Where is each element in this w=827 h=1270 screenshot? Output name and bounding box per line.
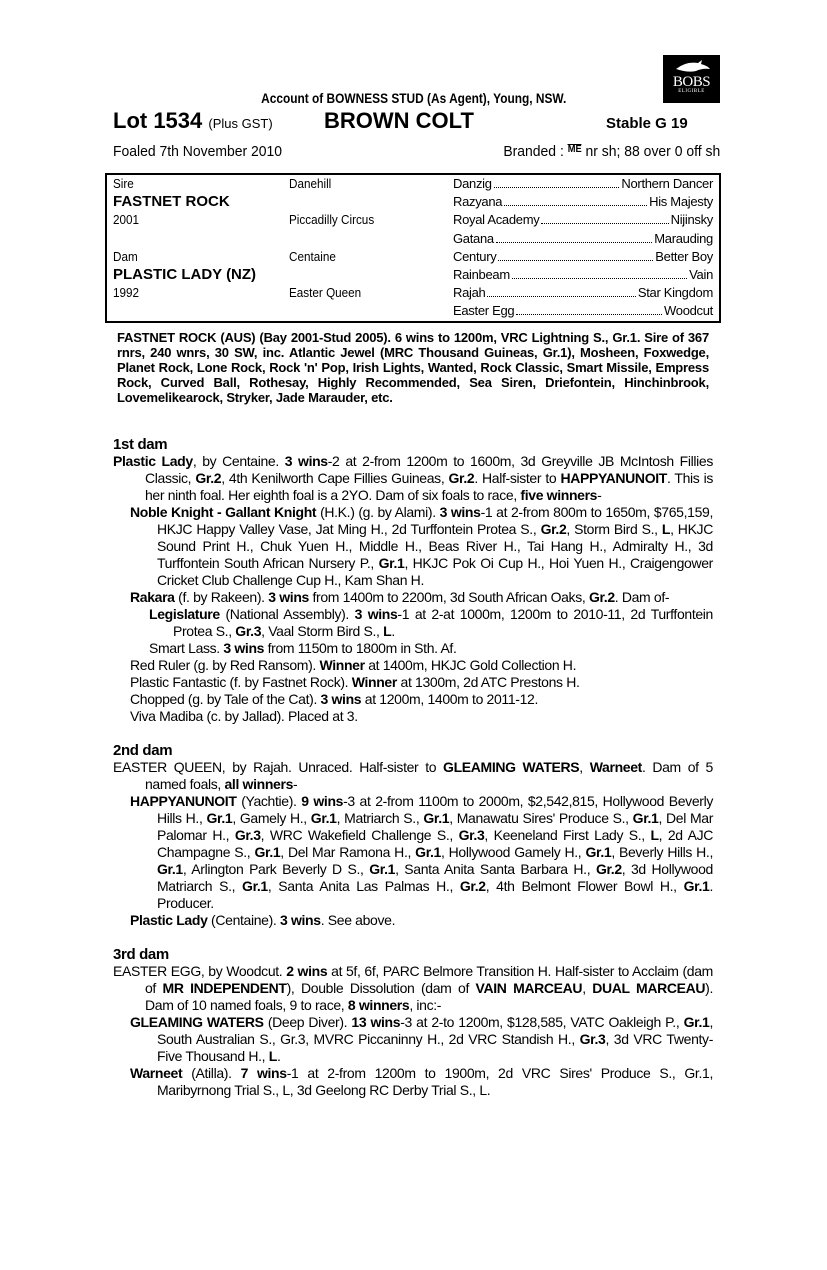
text: ), Double Dissolution (dam of [286, 980, 476, 996]
bold-text: HAPPYANUNOIT [130, 793, 237, 809]
bold-text: Gr.1 [242, 878, 268, 894]
bold-text: 3 wins [439, 504, 481, 520]
text: , Hollywood Gamely H., [441, 844, 586, 860]
text: , Manawatu Sires' Produce S., [449, 810, 633, 826]
bold-text: Gr.1 [369, 861, 396, 877]
text: . [391, 623, 395, 639]
text: , 3d VRC Twenty-Five Thousand H., [157, 1031, 714, 1064]
text: -3 at 2-from 1100m to 2000m, $2,542,815, Hollywood Beverly Hills H., [157, 793, 713, 826]
bold-text: Gr.1 [683, 1014, 710, 1030]
ancestor-row [453, 175, 713, 193]
text: . Producer. [157, 878, 713, 911]
text: at 1200m, 1400m to 2011-12. [361, 691, 538, 707]
ancestor-row [453, 266, 713, 284]
lot-label: Lot 1534 [113, 108, 203, 133]
bold-text: Rakara [130, 589, 175, 605]
bold-text: HAPPYANUNOIT [560, 470, 667, 486]
text: from 1150m to 1800m in Sth. Af. [264, 640, 457, 656]
ancestor-row [453, 193, 713, 211]
ancestor-name: Century [453, 248, 497, 264]
bold-text: Gr.1 [632, 810, 659, 826]
text: , 2d AJC Champagne S., [157, 827, 713, 860]
progeny-entry [113, 793, 713, 912]
bold-text: Warneet [130, 1065, 183, 1081]
text: . This is her ninth foal. Her eighth foal is a 2YO. Dam of six foals to race, [145, 470, 714, 503]
text: , [582, 980, 593, 996]
bold-text: five winners [520, 487, 598, 503]
progeny-entry [113, 963, 713, 1014]
progeny-entry [113, 504, 713, 589]
bold-text: DUAL MARCEAU [592, 980, 706, 996]
ancestor-name: Danzig [453, 176, 492, 191]
bold-text: L [268, 1048, 277, 1064]
progeny-entry [113, 691, 713, 708]
text: , 4th Kenilworth Cape Fillies Guineas, [221, 470, 449, 486]
progeny-entry [113, 606, 713, 640]
bold-text: 3 wins [284, 453, 328, 469]
text: (H.K.) (g. by Alami). [316, 504, 440, 520]
bold-text: Noble Knight - Gallant Knight [130, 504, 317, 520]
sire-sire: Danehill [289, 176, 332, 191]
text: -1 at 2-from 1200m to 1900m, 2d VRC Sires' Produce S., Gr.1, Maribyrnong Trial S., L, 3d Geelong RC Derby Trial S., L. [157, 1065, 713, 1098]
pedigree-table [105, 173, 721, 323]
text: (National Assembly). [219, 606, 355, 622]
horse-head-icon [672, 59, 712, 75]
bold-text: 3 wins [268, 589, 309, 605]
text: , Gamely H., [232, 810, 311, 826]
ancestor-sire: Nijinsky [670, 212, 713, 228]
bold-text: Gr.3 [235, 623, 262, 639]
text: (Deep Diver). [263, 1014, 352, 1030]
bold-text: all winners [224, 776, 294, 792]
dam-year: 1992 [113, 285, 140, 300]
ancestor-name: Rajah [453, 285, 486, 301]
text: . Dam of- [614, 589, 670, 605]
bold-text: Gr.1 [683, 878, 710, 894]
bold-text: Gr.2 [459, 878, 486, 894]
bold-text: MR INDEPENDENT [162, 980, 287, 996]
bold-text: Gr.3 [579, 1031, 606, 1047]
text: Smart Lass. [149, 640, 224, 656]
bold-text: Gr.2 [448, 470, 475, 486]
text: , Del Mar Palomar H., [157, 810, 714, 843]
text: -1 at 2-at 1000m, 1200m to 2010-11, 2d Turffontein Protea S., [173, 606, 713, 639]
sire-year: 2001 [113, 212, 140, 227]
text: - [293, 776, 298, 792]
ancestor-name: Easter Egg [453, 303, 515, 319]
ancestor-row [453, 284, 713, 302]
bold-text: L [661, 521, 671, 537]
text: , Storm Bird S., [566, 521, 662, 537]
dotted-leader [516, 302, 662, 315]
bold-text: Gr.2 [195, 470, 222, 486]
bold-text: Warneet [589, 759, 642, 775]
dam-label: Dam [113, 249, 138, 264]
bold-text: 13 wins [351, 1014, 401, 1030]
dam-section [113, 742, 713, 929]
bold-text: Winner [351, 674, 397, 690]
progeny-entry [113, 674, 713, 691]
bold-text: L [383, 623, 392, 639]
section-heading: 1st dam [113, 436, 168, 453]
text: Viva Madiba (c. by Jallad). Placed at 3. [130, 708, 358, 724]
bold-text: Winner [319, 657, 365, 673]
text: (Atilla). [182, 1065, 241, 1081]
ancestor-name: Rainbeam [453, 267, 510, 282]
ancestor-sire: Woodcut [664, 303, 713, 319]
bold-text: Gr.1 [157, 861, 183, 877]
text: , South Australian S., Gr.3, MVRC Piccaninny H., 2d VRC Standish H., [157, 1014, 713, 1047]
text: , Del Mar Ramona H., [280, 844, 416, 860]
bold-text: Gr.1 [415, 844, 441, 860]
text: , Keeneland First Lady S., [484, 827, 651, 843]
ancestor-sire: Star Kingdom [637, 285, 713, 301]
text: , Santa Anita Las Palmas H., [267, 878, 460, 894]
ancestor-name: Gatana [453, 230, 494, 246]
text: , [579, 759, 590, 775]
bold-text: Gr.2 [588, 589, 615, 605]
ancestor-row [453, 211, 713, 229]
family-details [113, 436, 713, 1099]
foaled-date: Foaled 7th November 2010 [113, 143, 283, 160]
text: , Matriarch S., [336, 810, 424, 826]
text: - [597, 487, 602, 503]
bold-text: Plastic Lady [130, 912, 208, 928]
logo-subtext: ELIGIBLE [678, 89, 705, 94]
ancestor-sire: Vain [689, 267, 713, 282]
text: at 1300m, 2d ATC Prestons H. [396, 674, 580, 690]
text: Red Ruler (g. by Red Ransom). [130, 657, 320, 673]
branded-detail: nr sh; 88 over 0 off sh [585, 143, 720, 160]
ancestor-sire: His Majesty [649, 194, 713, 210]
dam-name: PLASTIC LADY (NZ) [113, 266, 257, 283]
text: EASTER QUEEN, by Rajah. Unraced. Half-sister to [113, 759, 444, 775]
text: , 4th Belmont Flower Bowl H., [485, 878, 684, 894]
text: , WRC Wakefield Challenge S., [260, 827, 459, 843]
text: ). Dam of 10 named foals, 9 to race, [145, 980, 713, 1013]
bold-text: 2 wins [286, 963, 328, 979]
bold-text: 3 wins [223, 640, 265, 656]
text: , HKJC Pok Oi Cup H., Hoi Yuen H., Craigengower Cricket Club Challenge Cup H., Kam Shan H. [157, 555, 713, 588]
bold-text: Gr.1 [310, 810, 337, 826]
brand-mark: ME [567, 144, 582, 155]
ancestor-row [453, 230, 713, 248]
text: (f. by Rakeen). [174, 589, 269, 605]
section-heading: 2nd dam [113, 742, 173, 759]
bold-text: Gr.2 [595, 861, 622, 877]
ancestor-row [453, 248, 713, 266]
brand-info [503, 143, 720, 160]
text: (Centaine). [207, 912, 280, 928]
text: , Beverly Hills H., [611, 844, 713, 860]
bold-text: 8 winners [347, 997, 410, 1013]
progeny-entry [113, 657, 713, 674]
sire-name: FASTNET ROCK [113, 193, 230, 210]
bold-text: Gr.1 [585, 844, 612, 860]
progeny-entry [113, 759, 713, 793]
bold-text: 7 wins [240, 1065, 287, 1081]
ancestor-name: Royal Academy [453, 212, 540, 228]
progeny-entry [113, 453, 713, 504]
bold-text: Gr.1 [206, 810, 233, 826]
ancestor-sire: Marauding [654, 230, 713, 246]
progeny-entry [113, 708, 713, 725]
dotted-leader [541, 211, 668, 224]
ancestor-name: Razyana [453, 194, 503, 210]
text: at 1400m, HKJC Gold Collection H. [364, 657, 577, 673]
bold-text: Gr.1 [378, 555, 405, 571]
progeny-entry [113, 912, 713, 929]
bold-text: Legislature [149, 606, 220, 622]
dotted-leader [498, 248, 653, 261]
bold-text: 3 wins [320, 691, 362, 707]
ancestor-row [453, 302, 713, 320]
text: , by Centaine. [192, 453, 285, 469]
text: . Half-sister to [474, 470, 561, 486]
stable-location: Stable G 19 [606, 115, 688, 132]
text: from 1400m to 2200m, 3d South African Oaks, [308, 589, 589, 605]
bold-text: GLEAMING WATERS [443, 759, 580, 775]
dam-section [113, 946, 713, 1099]
sire-label: Sire [113, 176, 134, 191]
bold-text: 3 wins [280, 912, 321, 928]
progeny-entry [113, 640, 713, 657]
text: Chopped (g. by Tale of the Cat). [130, 691, 321, 707]
ancestor-sire: Northern Dancer [621, 176, 713, 191]
text: , Vaal Storm Bird S., [261, 623, 384, 639]
bold-text: Gr.3 [234, 827, 261, 843]
text: . See above. [320, 912, 396, 928]
text: . [276, 1048, 281, 1064]
text: . Dam of 5 named foals, [145, 759, 713, 792]
dam-section [113, 436, 713, 725]
bold-text: 9 wins [301, 793, 344, 809]
lot-number [113, 108, 273, 134]
text: , Arlington Park Beverly D S., [182, 861, 370, 877]
bold-text: Gr.2 [540, 521, 567, 537]
bold-text: Gr.1 [423, 810, 450, 826]
text: EASTER EGG, by Woodcut. [113, 963, 287, 979]
bold-text: Gr.3 [458, 827, 485, 843]
bold-text: VAIN MARCEAU [475, 980, 583, 996]
bold-text: Plastic Lady [113, 453, 193, 469]
bold-text: 3 wins [354, 606, 398, 622]
colour-sex: BROWN COLT [324, 108, 474, 133]
dotted-leader [494, 175, 620, 188]
progeny-entry [113, 1014, 713, 1065]
sire-dam: Piccadilly Circus [289, 212, 375, 227]
gst-note: (Plus GST) [208, 116, 273, 131]
dotted-leader [496, 230, 652, 243]
text: , Santa Anita Santa Barbara H., [395, 861, 596, 877]
ancestor-sire: Better Boy [655, 248, 713, 264]
dotted-leader [504, 193, 647, 206]
bold-text: Gr.1 [254, 844, 281, 860]
text: -3 at 2-to 1200m, $128,585, VATC Oakleigh P., [400, 1014, 684, 1030]
vendor-account: Account of BOWNESS STUD (As Agent), Young, NSW. [261, 90, 567, 106]
text: -2 at 2-from 1200m to 1600m, 3d Greyville JB McIntosh Fillies Classic, [145, 453, 713, 486]
bold-text: L [650, 827, 659, 843]
dotted-leader [512, 266, 687, 279]
progeny-entry [113, 589, 713, 606]
bold-text: GLEAMING WATERS [130, 1014, 264, 1030]
text: -1 at 2-from 800m to 1650m, $765,159, HKJC Happy Valley Vase, Jat Ming H., 2d Turffontein Protea S., [157, 504, 713, 537]
section-heading: 3rd dam [113, 946, 169, 963]
text: , inc:- [409, 997, 442, 1013]
branded-label: Branded : [503, 143, 564, 160]
dotted-leader [487, 284, 635, 297]
text: (Yachtie). [236, 793, 302, 809]
text: at 5f, 6f, PARC Belmore Transition H. Half-sister to Acclaim (dam of [145, 963, 713, 996]
logo-text: BOBS [672, 74, 711, 90]
dam-sire: Centaine [289, 249, 336, 264]
text: , HKJC Sound Print H., Chuk Yuen H., Middle H., Beas River H., Tai Hang H., Admiralty H., 3d Turffontein South African Nursery P., [157, 521, 713, 571]
text: , 3d Hollywood Matriarch S., [157, 861, 713, 894]
progeny-entry [113, 1065, 713, 1099]
text: Plastic Fantastic (f. by Fastnet Rock). [130, 674, 352, 690]
sire-summary: FASTNET ROCK (AUS) (Bay 2001-Stud 2005). 6 wins to 1200m, VRC Lightning S., Gr.1. Sire of 367 rnrs, 240 wnrs, 30 SW, inc. Atlantic Jewel (MRC Thousand Guineas, Gr.1), Mosheen, Foxwedge, Planet Rock, Lone Rock, Rock 'n' Pop, Irish Lights, Wanted, Rock Classic, Smart Missile, Empress Rock, Curved Ball, Rothesay, Highly Recommended, Sea Siren, Driefontein, Hinchinbrook, Lovemelikearock, Stryker, Jade Marauder, etc. [117, 330, 709, 405]
dam-dam: Easter Queen [289, 285, 362, 300]
